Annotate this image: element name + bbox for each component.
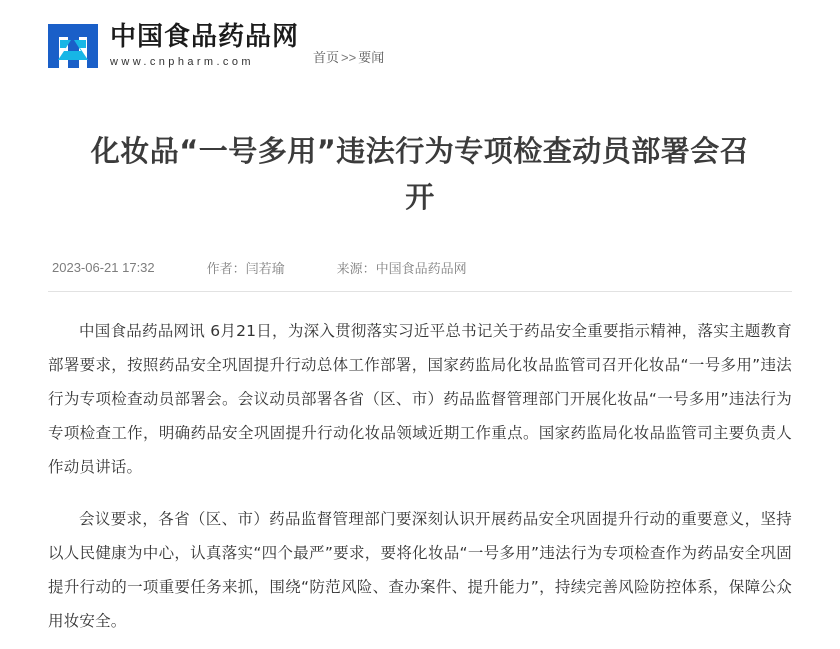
breadcrumb-home[interactable]: 首页 <box>313 50 340 65</box>
source: 来源：中国食品药品网 <box>336 261 467 276</box>
article-body <box>48 314 792 638</box>
page-title: 化妆品“一号多用”违法行为专项检查动员部署会召开 <box>90 134 750 214</box>
breadcrumb <box>313 47 384 66</box>
breadcrumb-separator: >> <box>341 50 357 65</box>
paragraph: 中国食品药品网讯 6月21日，为深入贯彻落实习近平总书记关于药品安全重要指示精神，落实主题教育部署要求，按照药品安全巩固提升行动总体工作部署，国家药监局化妆品监管司召开化妆品“一号多用”违法行为专项检查动员部署会。会议动员部署各省（区、市）药品监督管理部门开展化妆品“一号多用”违法行为专项检查工作，明确药品安全巩固提升行动化妆品领域近期工作重点。国家药监局化妆品监管司主要负责人作动员讲话。 <box>48 322 792 476</box>
article-meta <box>48 258 792 292</box>
brand-url: www.cnpharm.com <box>110 56 254 68</box>
article <box>48 72 792 638</box>
cnpharm-logo-icon <box>44 20 102 72</box>
author: 作者：闫若瑜 <box>206 261 285 276</box>
brand-name: 中国食品药品网 <box>110 22 300 52</box>
publish-date: 2023-06-21 17:32 <box>52 260 155 275</box>
paragraph: 会议要求，各省（区、市）药品监督管理部门要深刻认识开展药品安全巩固提升行动的重要意义，坚持以人民健康为中心，认真落实“四个最严”要求，要将化妆品“一号多用”违法行为专项检查作为药品安全巩固提升行动的一项重要任务来抓，围绕“防范风险、查办案件、提升能力”，持续完善风险防控体系，保障公众用妆安全。 <box>48 510 792 630</box>
site-brand[interactable] <box>44 20 299 72</box>
breadcrumb-current[interactable]: 要闻 <box>358 50 385 65</box>
site-header <box>0 0 840 72</box>
